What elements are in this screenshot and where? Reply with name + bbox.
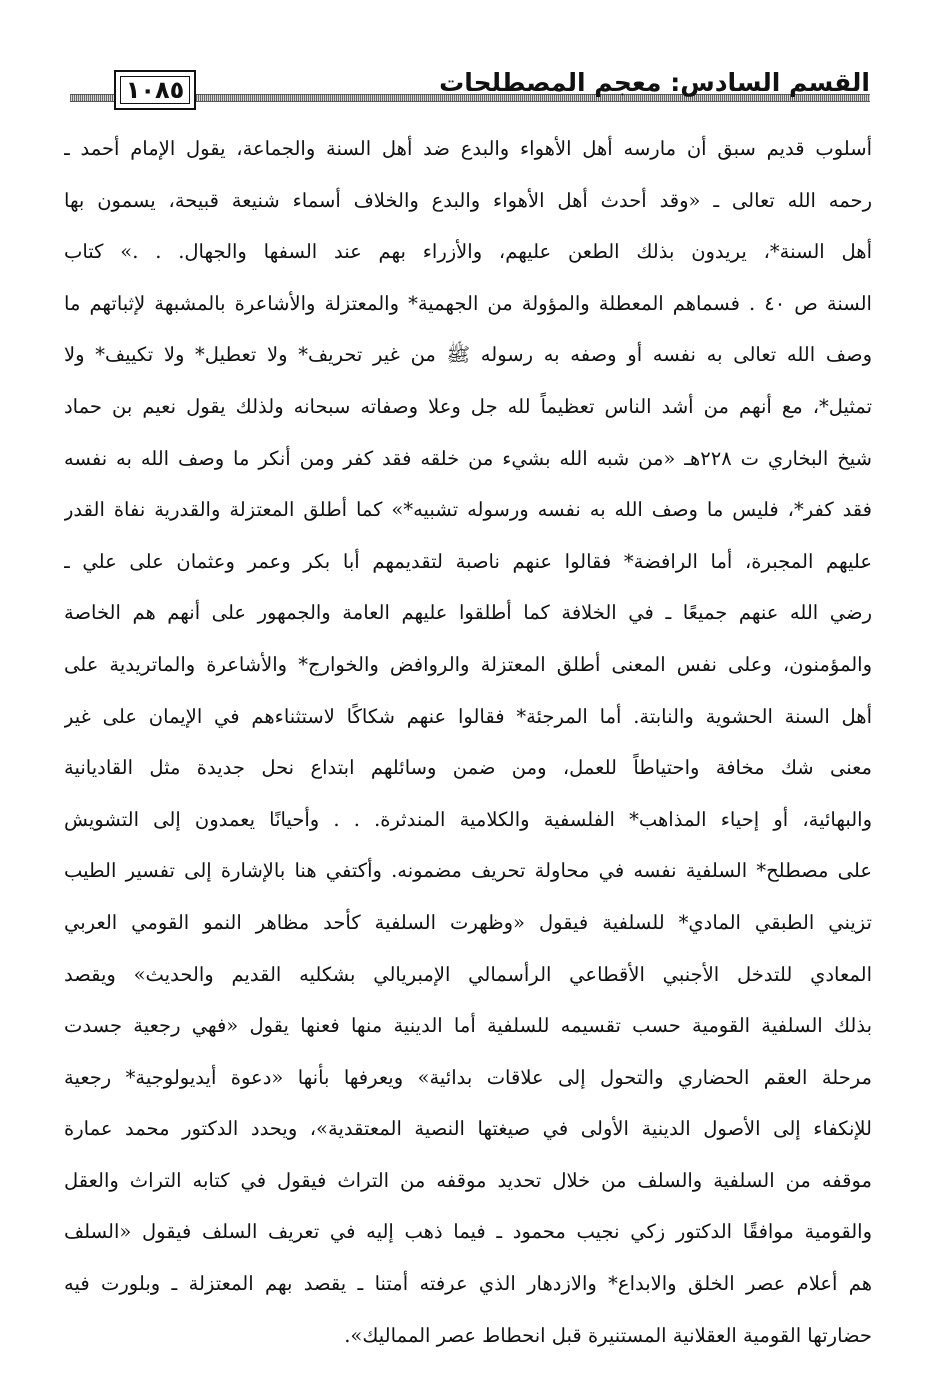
text-line-21: موقفه من السلفية والسلف من خلال تحديد موقفه من التراث فيقول في كتابه التراث والعقل: [64, 1168, 872, 1192]
text-line-12: أهل السنة الحشوية والنابتة. أما المرجئة* فقالوا عنهم شكاكًا لاستثناءهم في الإيمان على غير: [64, 704, 872, 728]
text-line-11: والمؤمنون، وعلى نفس المعنى أطلق المعتزلة والروافض والخوارج* والأشاعرة والماتريدية على: [64, 652, 872, 676]
text-line-17: المعادي للتدخل الأجنبي الأقطاعي الرأسمالي الإمبريالي بشكليه القديم والحديث» ويقصد: [64, 962, 872, 986]
text-line-19: مرحلة العقم الحضاري والتحول إلى علاقات بدائية» ويعرفها بأنها «دعوة أيديولوجية* رجعية: [64, 1065, 872, 1089]
body-text: [64, 123, 872, 1361]
text-line-1: أسلوب قديم سبق أن مارسه أهل الأهواء والبدع ضد أهل السنة والجماعة، يقول الإمام أحمد ـ: [64, 137, 872, 160]
text-line-6: تمثيل*، مع أنهم من أشد الناس تعظيماً لله جل وعلا وصفاته سبحانه ولذلك يقول نعيم بن حماد: [64, 394, 872, 418]
text-line-13: معنى شك مخافة واحتياطاً للعمل، ومن ضمن وسائلهم ابتداع نحل جديدة مثل القاديانية: [64, 756, 872, 780]
text-line-16: تزيني الطبقي المادي* للسلفية فيقول «وظهرت السلفية كأحد مظاهر النمو القومي العربي: [64, 910, 872, 934]
text-line-15: على مصطلح* السلفية نفسه في محاولة تحريف مضمونه. وأكتفي هنا بالإشارة إلى تفسير الطيب: [64, 859, 872, 883]
text-line-23: هم أعلام عصر الخلق والابداع* والازدهار الذي عرفته أمتنا ـ يقصد بهم المعتزلة ـ وبلورت فيه: [64, 1272, 872, 1296]
text-line-24: حضارتها القومية العقلانية المستنيرة قبل انحطاط عصر المماليك».: [344, 1323, 872, 1347]
text-line-9: عليهم المجبرة، أما الرافضة* فقالوا عنهم ناصبة لتقديمهم أبا بكر وعمر وعثمان على علي ـ: [64, 549, 872, 573]
text-line-14: والبهائية، أو إحياء المذاهب* الفلسفية والكلامية المندثرة. . . وأحيانًا يعمدون إلى التشويش: [64, 807, 872, 831]
text-line-10: رضي الله عنهم جميعًا ـ في الخلافة كما أطلقوا عليهم العامة والجمهور على أنهم هم الخاصة: [64, 601, 872, 625]
text-line-3: أهل السنة*، يريدون بذلك الطعن عليهم، والأزراء بهم عند السفها والجهال. . .» كتاب: [64, 240, 872, 264]
page-number: ١٠٨٥: [114, 70, 196, 110]
text-line-22: والقومية موافقًا الدكتور زكي نجيب محمود ـ فيما ذهب إليه في تعريف السلف فيقول «السلف: [64, 1220, 872, 1244]
page-header: [70, 62, 870, 110]
text-line-4: السنة ص ٤٠ . فسماهم المعطلة والمؤولة من الجهمية* والمعتزلة والأشاعرة بالمشبهة لإثباتهم ما: [64, 291, 872, 315]
text-line-2: رحمه الله تعالى ـ «وقد أحدث أهل الأهواء والبدع والخلاف أسماء شنيعة قبيحة، يسمون بها: [64, 188, 872, 212]
text-line-5: وصف الله تعالى به نفسه أو وصفه به رسوله ﷺ من غير تحريف* ولا تعطيل* ولا تكييف* ولا: [64, 343, 872, 367]
text-line-7: شيخ البخاري ت ٢٢٨هـ «من شبه الله بشيء من خلقه فقد كفر ومن أنكر ما وصف الله به نفسه: [64, 446, 872, 470]
text-line-20: للإنكفاء إلى الأصول الدينية الأولى في صيغتها النصية المعتقدية»، ويحدد الدكتور محمد عمارة: [64, 1117, 872, 1141]
text-line-8: فقد كفر*، فليس ما وصف الله به نفسه ورسوله تشبيه*» كما أطلق المعتزلة والقدرية نفاة القدر: [64, 498, 872, 522]
text-line-18: بذلك السلفية القومية حسب تقسيمه للسلفية أما الدينية منها فعنها يقول «فهي رجعية جسدت: [64, 1014, 872, 1038]
section-title: القسم السادس: معجم المصطلحات: [439, 68, 870, 97]
